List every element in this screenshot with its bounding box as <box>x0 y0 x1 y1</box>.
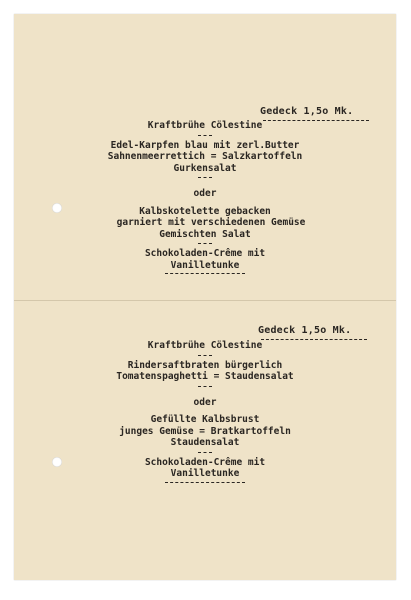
menu-1-separator <box>14 132 396 140</box>
menu-1-dessert-line-1: Schokoladen-Crême mit <box>144 248 266 259</box>
menu-2 <box>14 340 396 483</box>
menu-2-end-rule <box>165 482 245 483</box>
menu-2-dessert-line-2: Vanilletunke <box>170 468 240 479</box>
menu-2-main1-line-2: Tomatenspaghetti = Staudensalat <box>116 371 294 382</box>
menu-1-price: Gedeck 1,5o Mk. <box>260 106 354 117</box>
menu-2-or: oder <box>193 396 217 408</box>
menu-2-main2-line-2: junges Gemüse = Bratkartoffeln <box>119 425 291 437</box>
menu-1-separator <box>14 240 396 248</box>
menu-1-main-line-1: Kalbskotelette gebacken <box>139 205 271 217</box>
menu-card <box>14 14 396 580</box>
menu-1-or: oder <box>193 188 217 199</box>
menu-2-main1-line-1: Rindersaftbraten bürgerlich <box>127 359 283 371</box>
menu-1-dessert-line-2: Vanilletunke <box>170 259 240 271</box>
menu-2-main2-line-1: Gefüllte Kalbsbrust <box>150 414 260 425</box>
menu-2-price: Gedeck 1,5o Mk. <box>258 325 352 336</box>
menu-1 <box>14 120 396 274</box>
menu-1-fish-line-3: Gurkensalat <box>173 162 237 174</box>
menu-1-fish-line-2: Sahnenmeerrettich = Salzkartoffeln <box>107 151 303 162</box>
menu-2-separator <box>14 383 396 391</box>
menu-2-soup: Kraftbrühe Cölestine <box>147 340 263 351</box>
menu-2-main2-line-3: Staudensalat <box>170 437 240 448</box>
menu-1-main-line-3: Gemischten Salat <box>159 228 251 240</box>
menu-1-end-rule <box>165 273 245 274</box>
menu-1-soup: Kraftbrühe Cölestine <box>147 120 263 131</box>
menu-1-fish-line-1: Edel-Karpfen blau mit zerl.Butter <box>110 139 300 151</box>
menu-2-separator <box>14 352 396 360</box>
menu-2-separator <box>14 449 396 457</box>
fold-line <box>14 300 396 301</box>
menu-1-separator <box>14 174 396 182</box>
menu-2-dessert-line-1: Schokoladen-Crême mit <box>144 456 266 468</box>
menu-1-main-line-2: garniert mit verschiedenen Gemüse <box>116 217 306 228</box>
